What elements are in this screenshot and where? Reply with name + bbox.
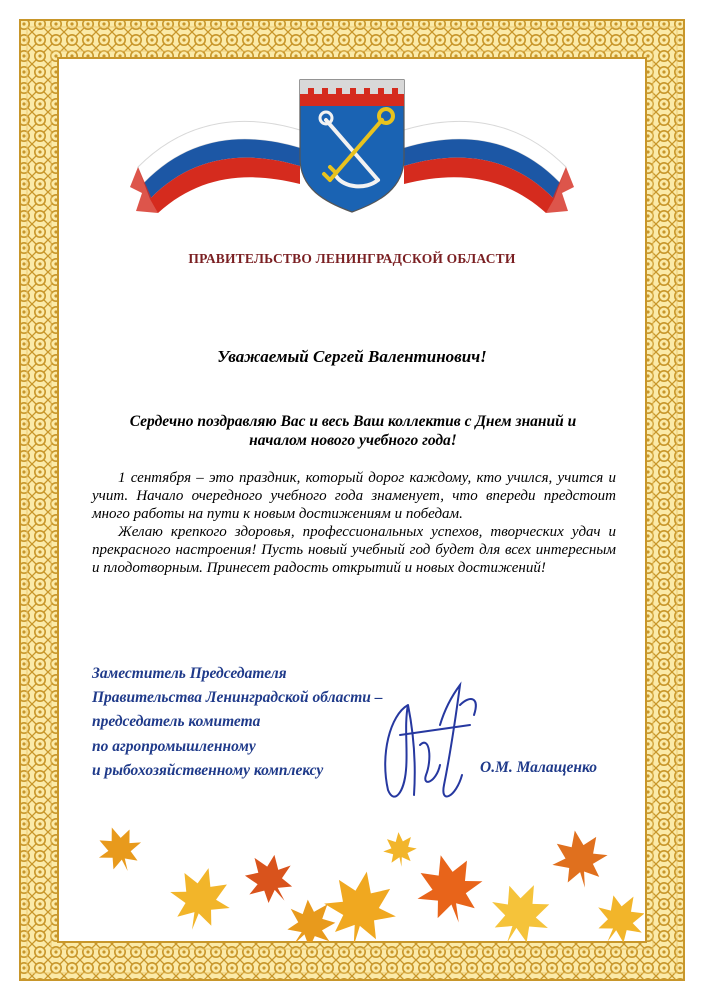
paragraph-2: Желаю крепкого здоровья, профессиональных успехов, творческих удач и прекрасного настроения! Пусть новый учебный год будет для всех интересным и плодотворным. Принесет радость открытий и новых достижений! — [92, 524, 616, 576]
leaf-icon — [162, 860, 238, 938]
leaf-icon — [479, 872, 562, 942]
congratulation-line-1: Сердечно поздравляю Вас и весь Ваш коллектив с Днем знаний и — [129, 413, 577, 430]
signatory-title-line: и рыбохозяйственному комплексу — [92, 761, 324, 779]
signatory-title-line: Правительства Ленинградской области – — [92, 689, 383, 707]
leaf-icon — [586, 884, 644, 942]
greeting-line: Уважаемый Сергей Валентинович! — [217, 347, 487, 366]
leaf-icon — [91, 820, 149, 879]
ribbon-right — [404, 121, 574, 213]
leaf-icon — [382, 831, 419, 869]
leaf-icon — [318, 865, 403, 942]
ribbon-left — [130, 121, 300, 213]
autumn-leaves — [60, 820, 644, 942]
congratulation-heading — [110, 412, 596, 450]
paragraph-1: 1 сентября – это праздник, который дорог каждому, кто учился, учится и учит. Начало очередного учебного года знаменует, что впереди предстоит много работы на пути к новым достижениям и победам. — [92, 470, 616, 522]
congratulation-line-2: началом нового учебного года! — [249, 432, 457, 449]
signatory-title-line: Заместитель Председателя — [92, 665, 287, 682]
leaf-icon — [547, 826, 612, 893]
letter-body — [92, 469, 616, 577]
leaf-icon — [408, 847, 491, 932]
signatory-title-line: председатель комитета — [92, 713, 261, 731]
signatory-name: О.М. Малащенко — [480, 759, 598, 776]
handwritten-signature — [370, 665, 490, 815]
leaf-icon — [234, 843, 305, 915]
leaf-icon — [274, 888, 346, 942]
organization-header: ПРАВИТЕЛЬСТВО ЛЕНИНГРАДСКОЙ ОБЛАСТИ — [188, 251, 516, 266]
signatory-title-line: по агропромышленному — [92, 737, 256, 755]
coat-of-arms — [300, 80, 404, 212]
tricolor-ribbon-emblem — [130, 75, 574, 255]
